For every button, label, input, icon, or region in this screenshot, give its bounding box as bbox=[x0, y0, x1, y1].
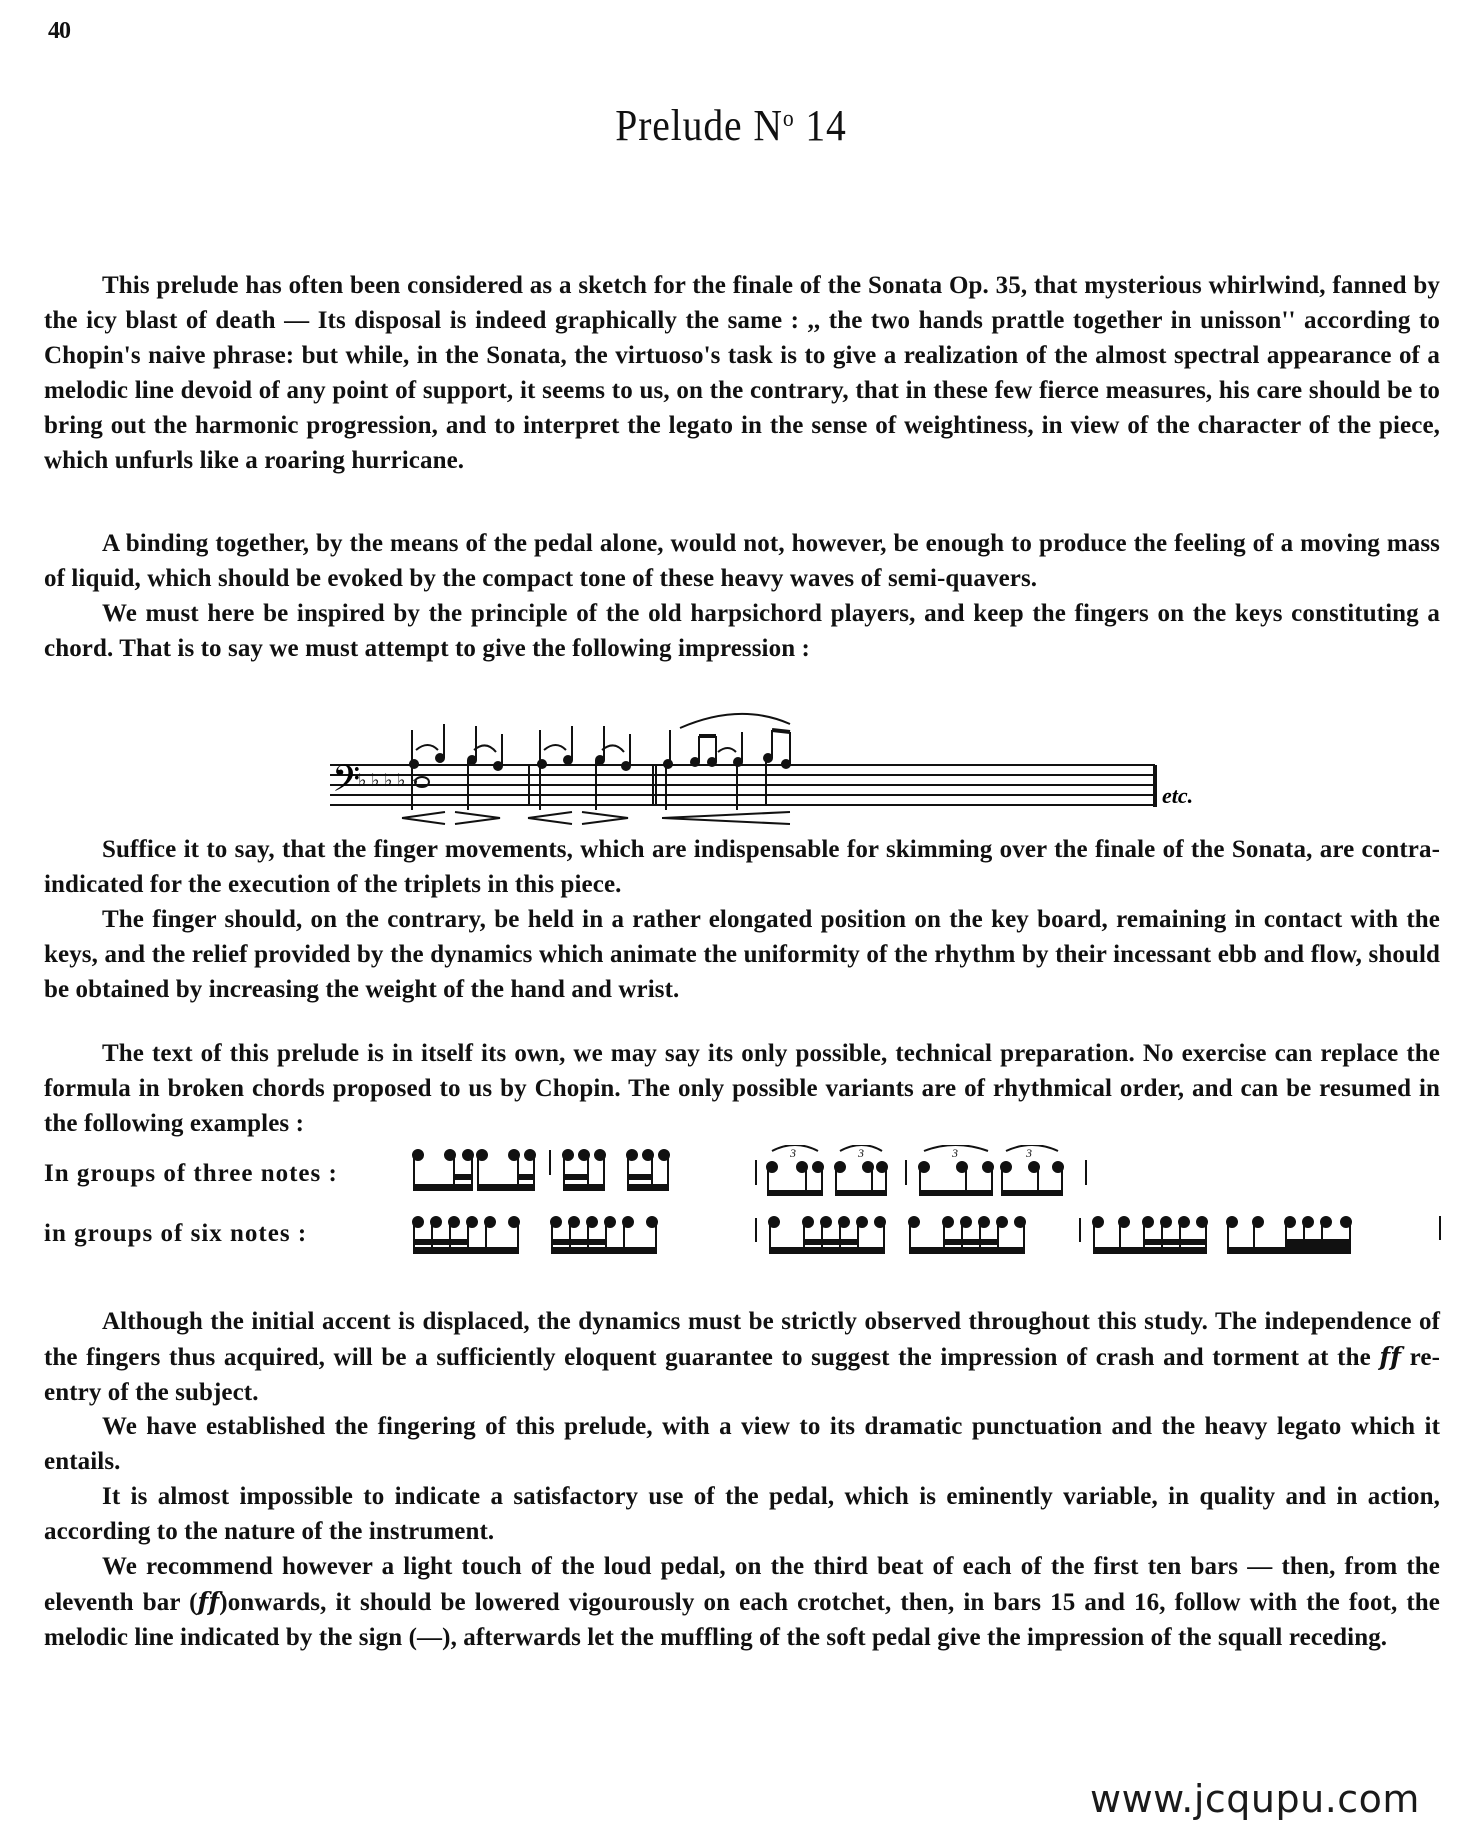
paragraph-text: Although the initial accent is displaced, the dynamics must be strictly observed throughout this study. The independence of the fingers thus acquired, will be a sufficiently eloquent guarantee to suggest the impression of crash and torment at the bbox=[44, 1308, 1440, 1371]
svg-text:3: 3 bbox=[1026, 1146, 1032, 1160]
paragraph-text: )onwards, it should be lowered vigourously on each crotchet, then, in bars 15 and 16, follow with the foot, the melodic line indicated by the sign (—), afterwards let the muffling of the soft pedal give the impression of the squall receding. bbox=[44, 1589, 1440, 1651]
watermark-url: www.jcqupu.com bbox=[1090, 1777, 1420, 1821]
page-title bbox=[73, 100, 1389, 151]
paragraph-text: We must here be inspired by the principle of the old harpsichord players, and keep the fingers on the keys constituting a chord. That is to say we must attempt to give the following impression : bbox=[44, 600, 1440, 662]
paragraph-text: It is almost impossible to indicate a satisfactory use of the pedal, which is eminently variable, in quality and in action, according to the nature of the instrument. bbox=[44, 1483, 1440, 1545]
paragraph-pedal bbox=[44, 1479, 1440, 1549]
title-text: Prelude N bbox=[615, 101, 783, 150]
paragraph-finger bbox=[44, 902, 1440, 1007]
rhythm-six-notation bbox=[410, 1210, 1460, 1260]
paragraph-text-prelude bbox=[44, 1036, 1440, 1141]
fortissimo-mark: ff bbox=[1379, 1342, 1402, 1371]
paragraph-text: This prelude has often been considered as a sketch for the finale of the Sonata Op. 35, that mysterious whirlwind, fanned by the icy blast of death — Its disposal is indeed graphically the same : ,, the two hands prattle together in unisson'' according to Chopin's naive phrase: but while, in the Sonata, the virtuoso's task is to give a realization of the almost spectral appearance of a melodic line devoid of any point of support, it seems to us, on the contrary, that in these few fierce measures, his care should be to bring out the harmonic progression, and to interpret the legato in the sense of weightiness, in view of the character of the piece, which unfurls like a roaring hurricane. bbox=[44, 272, 1440, 474]
paragraph-binding bbox=[44, 526, 1440, 596]
paragraph-text: The text of this prelude is in itself its own, we may say its only possible, technical preparation. No exercise can replace the formula in broken chords proposed to us by Chopin. The only possible variants are of rhythmical order, and can be resumed in the following examples : bbox=[44, 1040, 1440, 1137]
svg-text:♭ ♭ ♭ ♭ ♭: ♭ ♭ ♭ ♭ ♭ bbox=[358, 770, 419, 790]
paragraph-fingering bbox=[44, 1409, 1440, 1479]
paragraph-text: The finger should, on the contrary, be held in a rather elongated position on the key board, remaining in contact with the keys, and the relief provided by the dynamics which animate the uniformity of the rhythm by their incessant ebb and flow, should be obtained by increasing the weight of the hand and wrist. bbox=[44, 906, 1440, 1003]
paragraph-text: Suffice it to say, that the finger movements, which are indispensable for skimming over the finale of the Sonata, are contra-indicated for the execution of the triplets in this piece. bbox=[44, 836, 1440, 898]
paragraph-harpsichord bbox=[44, 596, 1440, 666]
svg-text:3: 3 bbox=[790, 1146, 796, 1160]
paragraph-recommend bbox=[44, 1549, 1440, 1655]
page-number: 40 bbox=[48, 18, 70, 44]
bass-clef-icon: 𝄢 bbox=[332, 758, 361, 809]
title-numero-sup: o bbox=[782, 106, 795, 132]
paragraph-text: A binding together, by the means of the pedal alone, would not, however, be enough to produce the feeling of a moving mass of liquid, which should be evoked by the compact tone of these heavy waves of semi-quavers. bbox=[44, 530, 1440, 592]
paragraph-intro bbox=[44, 268, 1440, 478]
svg-text:3: 3 bbox=[952, 1146, 958, 1160]
paragraph-suffice bbox=[44, 832, 1440, 902]
rhythm-three-label: In groups of three notes : bbox=[44, 1160, 338, 1187]
paragraph-text: We recommend however a light touch of the loud pedal, on the third beat of each of the first ten bars — then, from the eleventh bar ( bbox=[44, 1553, 1440, 1616]
fortissimo-mark: ff bbox=[197, 1587, 220, 1616]
paragraph-text: We have established the fingering of this prelude, with a view to its dramatic punctuation and the heavy legato which it entails. bbox=[44, 1413, 1440, 1475]
music-example-staff bbox=[310, 700, 1210, 830]
title-number: 14 bbox=[794, 101, 847, 150]
paragraph-text: re-entry of the subject. bbox=[44, 1344, 1441, 1406]
svg-text:3: 3 bbox=[858, 1146, 864, 1160]
rhythm-six-label: in groups of six notes : bbox=[44, 1220, 308, 1247]
etc-label: etc. bbox=[1162, 783, 1194, 808]
paragraph-accent bbox=[44, 1304, 1440, 1410]
rhythm-three-notation bbox=[410, 1145, 1230, 1200]
